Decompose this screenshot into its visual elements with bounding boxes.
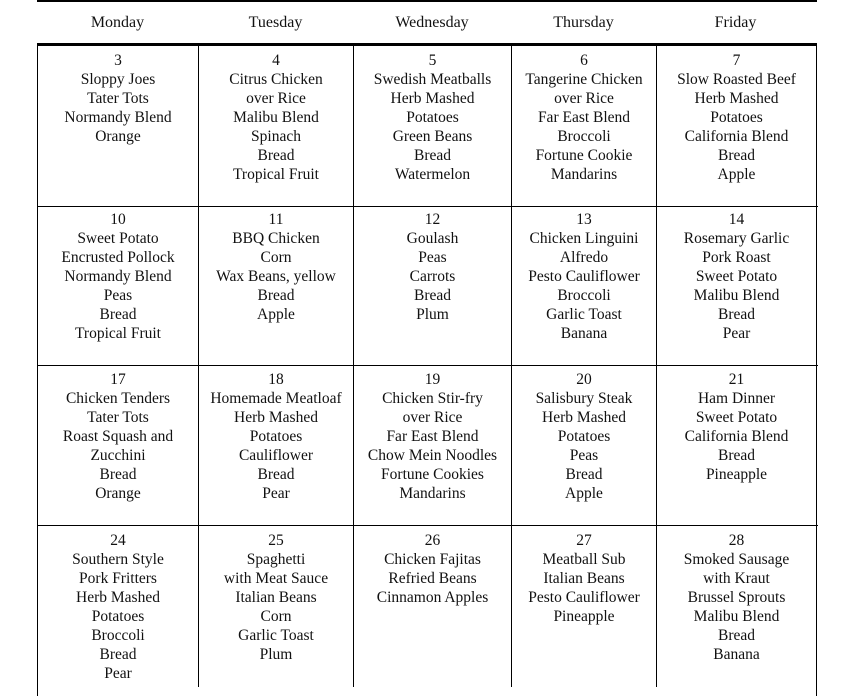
menu-item: Pear: [104, 665, 132, 682]
menu-item: Tater Tots: [87, 409, 149, 426]
menu-item: Rosemary Garlic: [683, 230, 790, 247]
day-cell: [512, 46, 657, 206]
menu-item: Pork Fritters: [79, 570, 157, 587]
menu-item: Sloppy Joes: [80, 71, 156, 88]
menu-item: Herb Mashed: [694, 90, 779, 107]
menu-item: Pesto Cauliflower: [528, 268, 640, 285]
menu-item: Pineapple: [705, 466, 768, 483]
menu-item: Meatball Sub: [542, 551, 626, 568]
day-number: 7: [732, 52, 741, 69]
day-cell: [354, 205, 512, 365]
menu-item: Brussel Sprouts: [687, 589, 786, 606]
menu-item: Spinach: [251, 128, 301, 145]
day-number: 5: [428, 52, 437, 69]
menu-item: Bread: [717, 306, 755, 323]
menu-item: Peas: [569, 447, 599, 464]
week-row: [38, 46, 818, 207]
menu-item: Chicken Fajitas: [384, 551, 481, 568]
menu-item: Far East Blend: [386, 428, 479, 445]
menu-item: Bread: [717, 447, 755, 464]
menu-item: Citrus Chicken: [229, 71, 323, 88]
menu-item: California Blend: [684, 128, 789, 145]
menu-item: Apple: [565, 485, 603, 502]
day-cell: [657, 46, 816, 206]
day-number: 26: [424, 532, 441, 549]
menu-item: Broccoli: [91, 627, 145, 644]
day-cell: [354, 526, 512, 687]
menu-item: Potatoes: [710, 109, 763, 126]
menu-item: Fortune Cookies: [381, 466, 484, 483]
day-cell: [199, 526, 354, 687]
menu-item: over Rice: [246, 90, 306, 107]
menu-item: Malibu Blend: [233, 109, 319, 126]
menu-item: Banana: [560, 325, 608, 342]
menu-item: Zucchini: [90, 447, 146, 464]
day-cell: [199, 365, 354, 525]
menu-item: BBQ Chicken: [232, 230, 320, 247]
menu-item: Mandarins: [550, 166, 618, 183]
menu-item: Apple: [257, 306, 295, 323]
menu-item: Chicken Tenders: [65, 390, 171, 407]
menu-item: Ham Dinner: [697, 390, 776, 407]
menu-item: California Blend: [684, 428, 789, 445]
menu-item: Goulash: [406, 230, 459, 247]
menu-item: Far East Blend: [537, 109, 631, 126]
menu-item: Peas: [418, 249, 447, 266]
menu-item: Bread: [257, 466, 295, 483]
menu-item: Fortune Cookie: [535, 147, 633, 164]
menu-item: Bread: [413, 147, 451, 164]
menu-item: Orange: [95, 485, 141, 502]
menu-item: Homemade Meatloaf: [210, 390, 342, 407]
menu-item: Bread: [99, 306, 137, 323]
day-number: 4: [272, 52, 280, 69]
weekday-header-thursday: Thursday: [553, 14, 614, 31]
menu-item: Peas: [103, 287, 133, 304]
menu-item: Bread: [99, 466, 137, 483]
menu-item: Roast Squash and: [62, 428, 174, 445]
menu-item: Slow Roasted Beef: [677, 71, 796, 88]
day-number: 14: [728, 211, 745, 228]
day-number: 13: [576, 211, 592, 228]
weekday-header-monday: Monday: [90, 14, 145, 31]
menu-item: Chicken Stir-fry: [382, 390, 483, 407]
day-number: 19: [424, 371, 441, 388]
menu-item: Sweet Potato: [77, 230, 159, 247]
weekday-header-row: [37, 2, 817, 43]
day-number: 17: [110, 371, 126, 388]
day-cell: [354, 46, 512, 206]
menu-item: Alfredo: [559, 249, 609, 266]
day-number: 21: [728, 371, 745, 388]
menu-item: Watermelon: [394, 166, 471, 183]
day-number: 28: [728, 532, 745, 549]
weekday-header-friday: Friday: [714, 14, 757, 31]
menu-item: Apple: [717, 166, 756, 183]
menu-item: Broccoli: [557, 128, 611, 145]
menu-item: Herb Mashed: [234, 409, 318, 426]
menu-item: Chow Mein Noodles: [367, 447, 498, 464]
day-cell: [657, 526, 816, 687]
day-cell: [657, 365, 816, 525]
menu-item: Herb Mashed: [76, 589, 160, 606]
menu-item: Tropical Fruit: [75, 325, 161, 342]
menu-item: Refried Beans: [388, 570, 477, 587]
week-row: [38, 205, 818, 366]
menu-item: Bread: [717, 627, 755, 644]
menu-item: Pesto Cauliflower: [528, 589, 640, 606]
menu-item: Sweet Potato: [695, 409, 778, 426]
menu-item: Potatoes: [91, 608, 145, 625]
menu-item: Plum: [259, 646, 293, 663]
week-row: [38, 526, 818, 687]
day-number: 18: [268, 371, 284, 388]
menu-item: Southern Style: [72, 551, 164, 568]
day-number: 11: [268, 211, 284, 228]
day-number: 10: [110, 211, 126, 228]
menu-item: Bread: [565, 466, 603, 483]
menu-item: Tangerine Chicken: [525, 71, 643, 88]
day-number: 25: [268, 532, 284, 549]
menu-item: Bread: [99, 646, 137, 663]
menu-item: Tropical Fruit: [233, 166, 319, 183]
menu-item: Italian Beans: [543, 570, 625, 587]
menu-item: Potatoes: [557, 428, 611, 445]
menu-item: Malibu Blend: [693, 287, 780, 304]
menu-item: with Meat Sauce: [223, 570, 329, 587]
menu-item: Sweet Potato: [695, 268, 778, 285]
menu-item: Smoked Sausage: [683, 551, 790, 568]
day-cell: [38, 365, 199, 525]
menu-item: Normandy Blend: [64, 268, 172, 285]
day-number: 12: [424, 211, 441, 228]
menu-item: Pineapple: [553, 608, 615, 625]
weekday-header-wednesday: Wednesday: [395, 14, 469, 31]
menu-item: Green Beans: [392, 128, 473, 145]
menu-item: Bread: [413, 287, 451, 304]
day-number: 6: [580, 52, 588, 69]
week-row: [38, 365, 818, 526]
menu-item: Carrots: [409, 268, 456, 285]
day-cell: [38, 46, 199, 206]
menu-item: Orange: [95, 128, 141, 145]
menu-item: Tater Tots: [87, 90, 149, 107]
menu-item: Cauliflower: [238, 447, 314, 464]
menu-item: Pear: [722, 325, 751, 342]
menu-item: Plum: [416, 306, 449, 323]
menu-item: Chicken Linguini: [529, 230, 639, 247]
menu-item: Italian Beans: [235, 589, 317, 606]
menu-item: Malibu Blend: [693, 608, 780, 625]
day-cell: [512, 205, 657, 365]
menu-item: Encrusted Pollock: [61, 249, 175, 266]
day-cell: [199, 205, 354, 365]
menu-item: Bread: [257, 287, 295, 304]
day-cell: [512, 365, 657, 525]
menu-item: Pork Roast: [702, 249, 771, 266]
menu-item: over Rice: [554, 90, 614, 107]
menu-item: Wax Beans, yellow: [216, 268, 336, 285]
day-cell: [354, 365, 512, 525]
day-number: 24: [110, 532, 126, 549]
day-cell: [38, 526, 199, 687]
menu-item: over Rice: [402, 409, 463, 426]
menu-item: Bread: [257, 147, 295, 164]
day-number: 20: [576, 371, 592, 388]
day-number: 27: [576, 532, 592, 549]
day-cell: [199, 46, 354, 206]
menu-item: Normandy Blend: [64, 109, 172, 126]
menu-item: Herb Mashed: [542, 409, 626, 426]
menu-item: Garlic Toast: [238, 627, 314, 644]
menu-item: Bread: [717, 147, 755, 164]
menu-item: Corn: [260, 608, 292, 625]
menu-item: Broccoli: [557, 287, 611, 304]
menu-item: Cinnamon Apples: [376, 589, 489, 606]
day-cell: [38, 205, 199, 365]
menu-item: Corn: [260, 249, 292, 266]
lunch-menu-calendar: [37, 0, 817, 684]
menu-item: Herb Mashed: [390, 90, 475, 107]
menu-item: with Kraut: [703, 570, 770, 587]
menu-item: Garlic Toast: [546, 306, 622, 323]
menu-item: Swedish Meatballs: [373, 71, 492, 88]
menu-item: Salisbury Steak: [535, 390, 633, 407]
day-cell: [512, 526, 657, 687]
calendar-grid: [37, 46, 817, 696]
menu-item: Spaghetti: [246, 551, 306, 568]
menu-item: Potatoes: [406, 109, 459, 126]
menu-item: Potatoes: [249, 428, 303, 445]
day-number: 3: [114, 52, 122, 69]
weekday-header-tuesday: Tuesday: [248, 14, 303, 31]
menu-item: Mandarins: [399, 485, 466, 502]
menu-item: Pear: [262, 485, 290, 502]
day-cell: [657, 205, 816, 365]
menu-item: Banana: [713, 646, 760, 663]
